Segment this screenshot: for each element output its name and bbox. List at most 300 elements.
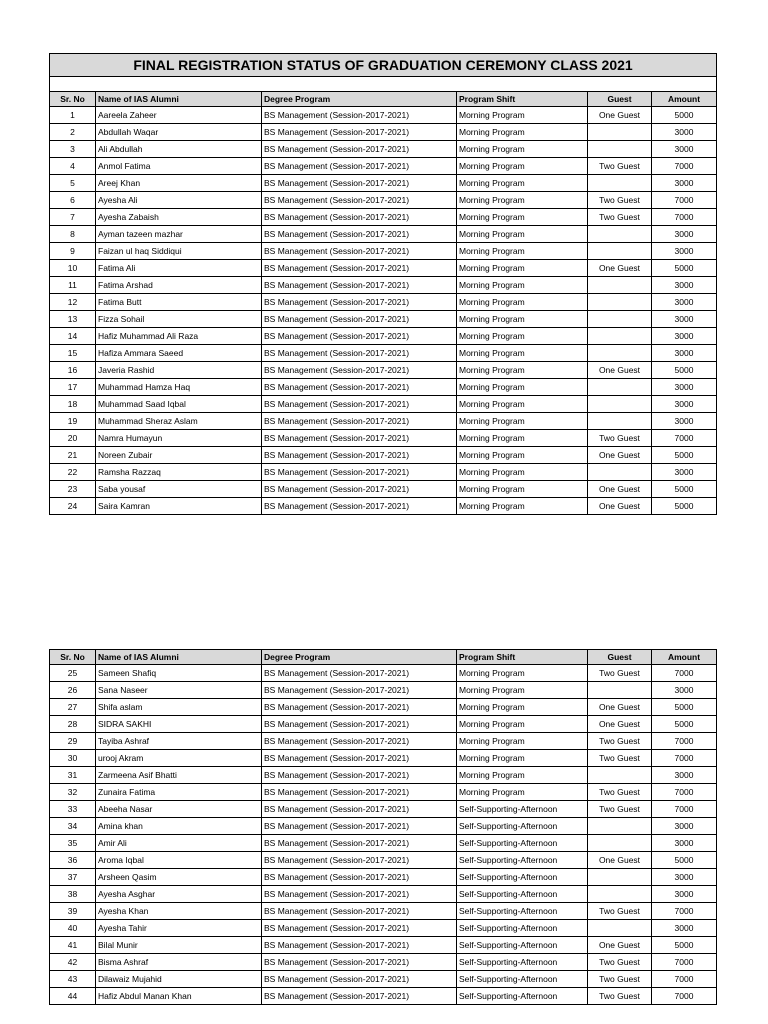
cell-sr-no: 24 xyxy=(50,498,96,515)
cell-name: Ramsha Razzaq xyxy=(96,464,262,481)
cell-program-shift: Morning Program xyxy=(457,733,588,750)
cell-degree-program: BS Management (Session-2017-2021) xyxy=(262,954,457,971)
cell-amount: 3000 xyxy=(652,226,717,243)
table-row xyxy=(50,243,717,260)
cell-degree-program: BS Management (Session-2017-2021) xyxy=(262,750,457,767)
cell-name: Muhammad Hamza Haq xyxy=(96,379,262,396)
cell-amount: 5000 xyxy=(652,716,717,733)
cell-amount: 7000 xyxy=(652,733,717,750)
table-body-1 xyxy=(50,107,717,515)
cell-guest: One Guest xyxy=(588,481,652,498)
cell-name: Muhammad Sheraz Aslam xyxy=(96,413,262,430)
table-row xyxy=(50,362,717,379)
table-row xyxy=(50,175,717,192)
cell-name: Ali Abdullah xyxy=(96,141,262,158)
cell-program-shift: Morning Program xyxy=(457,124,588,141)
cell-sr-no: 19 xyxy=(50,413,96,430)
cell-program-shift: Morning Program xyxy=(457,311,588,328)
cell-amount: 5000 xyxy=(652,107,717,124)
cell-amount: 7000 xyxy=(652,801,717,818)
col-header-guest: Guest xyxy=(588,92,652,107)
cell-name: Fatima Ali xyxy=(96,260,262,277)
cell-name: Saba yousaf xyxy=(96,481,262,498)
cell-sr-no: 33 xyxy=(50,801,96,818)
col-header-sr-no: Sr. No xyxy=(50,92,96,107)
cell-sr-no: 41 xyxy=(50,937,96,954)
cell-program-shift: Morning Program xyxy=(457,175,588,192)
cell-program-shift: Self-Supporting-Afternoon xyxy=(457,852,588,869)
cell-sr-no: 38 xyxy=(50,886,96,903)
cell-program-shift: Morning Program xyxy=(457,345,588,362)
cell-amount: 3000 xyxy=(652,141,717,158)
cell-name: Aareela Zaheer xyxy=(96,107,262,124)
cell-guest xyxy=(588,869,652,886)
table-row xyxy=(50,277,717,294)
cell-degree-program: BS Management (Session-2017-2021) xyxy=(262,498,457,515)
table-row xyxy=(50,699,717,716)
cell-degree-program: BS Management (Session-2017-2021) xyxy=(262,192,457,209)
cell-guest xyxy=(588,345,652,362)
cell-program-shift: Self-Supporting-Afternoon xyxy=(457,818,588,835)
cell-amount: 3000 xyxy=(652,869,717,886)
cell-amount: 3000 xyxy=(652,682,717,699)
cell-guest: One Guest xyxy=(588,498,652,515)
cell-guest: Two Guest xyxy=(588,784,652,801)
cell-guest: One Guest xyxy=(588,260,652,277)
col-header-guest: Guest xyxy=(588,650,652,665)
cell-amount: 3000 xyxy=(652,345,717,362)
table-row xyxy=(50,328,717,345)
table-row xyxy=(50,988,717,1005)
cell-guest xyxy=(588,277,652,294)
cell-guest xyxy=(588,141,652,158)
table-row xyxy=(50,124,717,141)
table-row xyxy=(50,226,717,243)
cell-program-shift: Morning Program xyxy=(457,784,588,801)
cell-amount: 5000 xyxy=(652,937,717,954)
cell-amount: 7000 xyxy=(652,954,717,971)
table-row xyxy=(50,209,717,226)
cell-name: Fatima Arshad xyxy=(96,277,262,294)
cell-sr-no: 21 xyxy=(50,447,96,464)
cell-degree-program: BS Management (Session-2017-2021) xyxy=(262,226,457,243)
cell-guest: One Guest xyxy=(588,852,652,869)
cell-program-shift: Morning Program xyxy=(457,141,588,158)
cell-amount: 3000 xyxy=(652,396,717,413)
cell-program-shift: Self-Supporting-Afternoon xyxy=(457,954,588,971)
col-header-program-shift: Program Shift xyxy=(457,92,588,107)
cell-degree-program: BS Management (Session-2017-2021) xyxy=(262,903,457,920)
cell-guest: Two Guest xyxy=(588,733,652,750)
cell-program-shift: Morning Program xyxy=(457,158,588,175)
cell-amount: 3000 xyxy=(652,294,717,311)
cell-sr-no: 37 xyxy=(50,869,96,886)
cell-sr-no: 30 xyxy=(50,750,96,767)
cell-degree-program: BS Management (Session-2017-2021) xyxy=(262,430,457,447)
cell-program-shift: Morning Program xyxy=(457,107,588,124)
table-row xyxy=(50,954,717,971)
table-body-2 xyxy=(50,665,717,1005)
cell-guest xyxy=(588,413,652,430)
cell-program-shift: Self-Supporting-Afternoon xyxy=(457,835,588,852)
cell-program-shift: Morning Program xyxy=(457,716,588,733)
cell-guest xyxy=(588,175,652,192)
header-row xyxy=(50,650,717,665)
cell-name: Hafiza Ammara Saeed xyxy=(96,345,262,362)
cell-sr-no: 25 xyxy=(50,665,96,682)
cell-program-shift: Self-Supporting-Afternoon xyxy=(457,988,588,1005)
table-row xyxy=(50,835,717,852)
cell-name: Dilawaiz Mujahid xyxy=(96,971,262,988)
table-row xyxy=(50,716,717,733)
cell-sr-no: 23 xyxy=(50,481,96,498)
cell-guest: One Guest xyxy=(588,716,652,733)
cell-program-shift: Self-Supporting-Afternoon xyxy=(457,920,588,937)
cell-sr-no: 40 xyxy=(50,920,96,937)
cell-program-shift: Self-Supporting-Afternoon xyxy=(457,971,588,988)
cell-guest: Two Guest xyxy=(588,903,652,920)
cell-guest: One Guest xyxy=(588,107,652,124)
cell-guest: One Guest xyxy=(588,362,652,379)
cell-amount: 7000 xyxy=(652,988,717,1005)
cell-degree-program: BS Management (Session-2017-2021) xyxy=(262,413,457,430)
cell-degree-program: BS Management (Session-2017-2021) xyxy=(262,886,457,903)
cell-amount: 3000 xyxy=(652,277,717,294)
cell-guest: Two Guest xyxy=(588,954,652,971)
cell-degree-program: BS Management (Session-2017-2021) xyxy=(262,345,457,362)
cell-amount: 3000 xyxy=(652,818,717,835)
cell-amount: 5000 xyxy=(652,447,717,464)
cell-program-shift: Morning Program xyxy=(457,379,588,396)
header-row xyxy=(50,92,717,107)
cell-program-shift: Self-Supporting-Afternoon xyxy=(457,937,588,954)
cell-amount: 3000 xyxy=(652,835,717,852)
table-row xyxy=(50,345,717,362)
cell-amount: 7000 xyxy=(652,903,717,920)
cell-name: Areej Khan xyxy=(96,175,262,192)
cell-amount: 3000 xyxy=(652,886,717,903)
cell-sr-no: 26 xyxy=(50,682,96,699)
table-row xyxy=(50,294,717,311)
cell-degree-program: BS Management (Session-2017-2021) xyxy=(262,835,457,852)
cell-guest: Two Guest xyxy=(588,801,652,818)
cell-name: SIDRA SAKHI xyxy=(96,716,262,733)
cell-program-shift: Morning Program xyxy=(457,430,588,447)
cell-amount: 3000 xyxy=(652,464,717,481)
cell-program-shift: Morning Program xyxy=(457,699,588,716)
cell-sr-no: 1 xyxy=(50,107,96,124)
cell-amount: 3000 xyxy=(652,243,717,260)
cell-name: Javeria Rashid xyxy=(96,362,262,379)
cell-degree-program: BS Management (Session-2017-2021) xyxy=(262,107,457,124)
cell-amount: 3000 xyxy=(652,328,717,345)
cell-degree-program: BS Management (Session-2017-2021) xyxy=(262,733,457,750)
cell-program-shift: Morning Program xyxy=(457,294,588,311)
cell-amount: 7000 xyxy=(652,784,717,801)
cell-degree-program: BS Management (Session-2017-2021) xyxy=(262,379,457,396)
cell-sr-no: 6 xyxy=(50,192,96,209)
cell-sr-no: 36 xyxy=(50,852,96,869)
cell-program-shift: Morning Program xyxy=(457,260,588,277)
cell-program-shift: Morning Program xyxy=(457,413,588,430)
page-title: FINAL REGISTRATION STATUS OF GRADUATION CEREMONY CLASS 2021 xyxy=(50,54,717,77)
table-row xyxy=(50,767,717,784)
cell-sr-no: 28 xyxy=(50,716,96,733)
cell-sr-no: 17 xyxy=(50,379,96,396)
cell-program-shift: Morning Program xyxy=(457,682,588,699)
table-row xyxy=(50,750,717,767)
table-row xyxy=(50,920,717,937)
title-row xyxy=(50,54,717,77)
table-row xyxy=(50,430,717,447)
cell-amount: 5000 xyxy=(652,260,717,277)
cell-degree-program: BS Management (Session-2017-2021) xyxy=(262,481,457,498)
cell-name: Muhammad Saad Iqbal xyxy=(96,396,262,413)
cell-sr-no: 12 xyxy=(50,294,96,311)
cell-name: Namra Humayun xyxy=(96,430,262,447)
table-row xyxy=(50,413,717,430)
cell-name: Anmol Fatima xyxy=(96,158,262,175)
cell-sr-no: 34 xyxy=(50,818,96,835)
cell-name: Bisma Ashraf xyxy=(96,954,262,971)
cell-name: Saira Kamran xyxy=(96,498,262,515)
cell-guest: Two Guest xyxy=(588,209,652,226)
col-header-degree-program: Degree Program xyxy=(262,92,457,107)
cell-sr-no: 13 xyxy=(50,311,96,328)
cell-sr-no: 22 xyxy=(50,464,96,481)
cell-program-shift: Morning Program xyxy=(457,192,588,209)
cell-amount: 5000 xyxy=(652,498,717,515)
cell-program-shift: Morning Program xyxy=(457,464,588,481)
cell-name: Abeeha Nasar xyxy=(96,801,262,818)
cell-guest: One Guest xyxy=(588,937,652,954)
cell-program-shift: Morning Program xyxy=(457,665,588,682)
cell-program-shift: Self-Supporting-Afternoon xyxy=(457,869,588,886)
table-row xyxy=(50,784,717,801)
cell-amount: 5000 xyxy=(652,852,717,869)
cell-degree-program: BS Management (Session-2017-2021) xyxy=(262,447,457,464)
col-header-amount: Amount xyxy=(652,92,717,107)
cell-guest xyxy=(588,835,652,852)
cell-degree-program: BS Management (Session-2017-2021) xyxy=(262,243,457,260)
cell-degree-program: BS Management (Session-2017-2021) xyxy=(262,294,457,311)
table-row xyxy=(50,396,717,413)
cell-sr-no: 29 xyxy=(50,733,96,750)
table-row xyxy=(50,801,717,818)
cell-degree-program: BS Management (Session-2017-2021) xyxy=(262,818,457,835)
table-row xyxy=(50,464,717,481)
cell-amount: 7000 xyxy=(652,158,717,175)
cell-program-shift: Morning Program xyxy=(457,226,588,243)
cell-degree-program: BS Management (Session-2017-2021) xyxy=(262,277,457,294)
cell-amount: 7000 xyxy=(652,971,717,988)
cell-program-shift: Self-Supporting-Afternoon xyxy=(457,886,588,903)
cell-guest: Two Guest xyxy=(588,665,652,682)
cell-amount: 3000 xyxy=(652,124,717,141)
cell-name: Ayesha Asghar xyxy=(96,886,262,903)
col-header-name: Name of IAS Alumni xyxy=(96,650,262,665)
cell-name: Zarmeena Asif Bhatti xyxy=(96,767,262,784)
cell-program-shift: Morning Program xyxy=(457,396,588,413)
table-row xyxy=(50,903,717,920)
col-header-degree-program: Degree Program xyxy=(262,650,457,665)
cell-guest xyxy=(588,311,652,328)
cell-guest xyxy=(588,464,652,481)
cell-degree-program: BS Management (Session-2017-2021) xyxy=(262,988,457,1005)
col-header-program-shift: Program Shift xyxy=(457,650,588,665)
registration-table-2 xyxy=(49,649,717,1005)
blank-row xyxy=(50,77,717,92)
cell-amount: 3000 xyxy=(652,920,717,937)
cell-program-shift: Morning Program xyxy=(457,277,588,294)
table-row xyxy=(50,971,717,988)
cell-degree-program: BS Management (Session-2017-2021) xyxy=(262,699,457,716)
cell-guest: Two Guest xyxy=(588,192,652,209)
table-row xyxy=(50,886,717,903)
cell-degree-program: BS Management (Session-2017-2021) xyxy=(262,124,457,141)
registration-table-1 xyxy=(49,53,717,515)
table-row xyxy=(50,158,717,175)
cell-degree-program: BS Management (Session-2017-2021) xyxy=(262,852,457,869)
cell-name: Aroma Iqbal xyxy=(96,852,262,869)
cell-sr-no: 3 xyxy=(50,141,96,158)
cell-amount: 7000 xyxy=(652,209,717,226)
cell-name: Abdullah Waqar xyxy=(96,124,262,141)
cell-name: Zunaira Fatima xyxy=(96,784,262,801)
cell-guest: Two Guest xyxy=(588,430,652,447)
cell-name: Tayiba Ashraf xyxy=(96,733,262,750)
col-header-amount: Amount xyxy=(652,650,717,665)
cell-program-shift: Morning Program xyxy=(457,498,588,515)
cell-sr-no: 44 xyxy=(50,988,96,1005)
cell-sr-no: 2 xyxy=(50,124,96,141)
cell-program-shift: Morning Program xyxy=(457,767,588,784)
cell-sr-no: 16 xyxy=(50,362,96,379)
cell-program-shift: Morning Program xyxy=(457,362,588,379)
cell-program-shift: Self-Supporting-Afternoon xyxy=(457,903,588,920)
cell-amount: 5000 xyxy=(652,699,717,716)
cell-name: Fatima Butt xyxy=(96,294,262,311)
table-row xyxy=(50,869,717,886)
cell-name: Faizan ul haq Siddiqui xyxy=(96,243,262,260)
cell-sr-no: 15 xyxy=(50,345,96,362)
table-row xyxy=(50,379,717,396)
cell-sr-no: 11 xyxy=(50,277,96,294)
cell-degree-program: BS Management (Session-2017-2021) xyxy=(262,716,457,733)
cell-guest: Two Guest xyxy=(588,750,652,767)
cell-guest xyxy=(588,886,652,903)
cell-sr-no: 9 xyxy=(50,243,96,260)
cell-name: Amina khan xyxy=(96,818,262,835)
table-row xyxy=(50,260,717,277)
cell-sr-no: 43 xyxy=(50,971,96,988)
col-header-sr-no: Sr. No xyxy=(50,650,96,665)
cell-sr-no: 31 xyxy=(50,767,96,784)
cell-name: Hafiz Abdul Manan Khan xyxy=(96,988,262,1005)
cell-name: Bilal Munir xyxy=(96,937,262,954)
cell-degree-program: BS Management (Session-2017-2021) xyxy=(262,141,457,158)
cell-name: Sameen Shafiq xyxy=(96,665,262,682)
cell-guest xyxy=(588,682,652,699)
cell-degree-program: BS Management (Session-2017-2021) xyxy=(262,396,457,413)
cell-sr-no: 7 xyxy=(50,209,96,226)
cell-degree-program: BS Management (Session-2017-2021) xyxy=(262,209,457,226)
cell-name: Sana Naseer xyxy=(96,682,262,699)
table-row xyxy=(50,447,717,464)
cell-degree-program: BS Management (Session-2017-2021) xyxy=(262,682,457,699)
table-row xyxy=(50,498,717,515)
cell-degree-program: BS Management (Session-2017-2021) xyxy=(262,362,457,379)
cell-guest xyxy=(588,396,652,413)
cell-sr-no: 18 xyxy=(50,396,96,413)
cell-program-shift: Morning Program xyxy=(457,447,588,464)
cell-sr-no: 10 xyxy=(50,260,96,277)
cell-guest: Two Guest xyxy=(588,971,652,988)
cell-sr-no: 39 xyxy=(50,903,96,920)
cell-sr-no: 8 xyxy=(50,226,96,243)
cell-sr-no: 14 xyxy=(50,328,96,345)
table-row xyxy=(50,733,717,750)
table-row xyxy=(50,192,717,209)
cell-guest xyxy=(588,818,652,835)
cell-program-shift: Morning Program xyxy=(457,750,588,767)
cell-guest xyxy=(588,328,652,345)
cell-name: Ayesha Zabaish xyxy=(96,209,262,226)
cell-name: Shifa aslam xyxy=(96,699,262,716)
cell-degree-program: BS Management (Session-2017-2021) xyxy=(262,869,457,886)
cell-guest xyxy=(588,243,652,260)
cell-degree-program: BS Management (Session-2017-2021) xyxy=(262,311,457,328)
table-row xyxy=(50,852,717,869)
cell-program-shift: Morning Program xyxy=(457,209,588,226)
cell-guest xyxy=(588,920,652,937)
cell-name: Noreen Zubair xyxy=(96,447,262,464)
cell-amount: 7000 xyxy=(652,750,717,767)
cell-name: Ayesha Khan xyxy=(96,903,262,920)
table-row xyxy=(50,141,717,158)
cell-sr-no: 27 xyxy=(50,699,96,716)
cell-degree-program: BS Management (Session-2017-2021) xyxy=(262,464,457,481)
cell-guest: Two Guest xyxy=(588,158,652,175)
cell-amount: 3000 xyxy=(652,379,717,396)
cell-guest xyxy=(588,226,652,243)
cell-sr-no: 20 xyxy=(50,430,96,447)
cell-name: Fizza Sohail xyxy=(96,311,262,328)
cell-name: Ayman tazeen mazhar xyxy=(96,226,262,243)
cell-name: Ayesha Ali xyxy=(96,192,262,209)
cell-degree-program: BS Management (Session-2017-2021) xyxy=(262,175,457,192)
cell-degree-program: BS Management (Session-2017-2021) xyxy=(262,260,457,277)
cell-guest: Two Guest xyxy=(588,988,652,1005)
cell-degree-program: BS Management (Session-2017-2021) xyxy=(262,665,457,682)
cell-name: Arsheen Qasim xyxy=(96,869,262,886)
cell-amount: 5000 xyxy=(652,481,717,498)
cell-amount: 3000 xyxy=(652,767,717,784)
cell-name: urooj Akram xyxy=(96,750,262,767)
cell-degree-program: BS Management (Session-2017-2021) xyxy=(262,937,457,954)
cell-amount: 7000 xyxy=(652,430,717,447)
cell-name: Ayesha Tahir xyxy=(96,920,262,937)
cell-program-shift: Morning Program xyxy=(457,243,588,260)
cell-amount: 3000 xyxy=(652,413,717,430)
cell-degree-program: BS Management (Session-2017-2021) xyxy=(262,801,457,818)
cell-guest: One Guest xyxy=(588,699,652,716)
cell-amount: 7000 xyxy=(652,192,717,209)
cell-name: Hafiz Muhammad Ali Raza xyxy=(96,328,262,345)
table-row xyxy=(50,107,717,124)
cell-guest xyxy=(588,379,652,396)
table-row xyxy=(50,311,717,328)
